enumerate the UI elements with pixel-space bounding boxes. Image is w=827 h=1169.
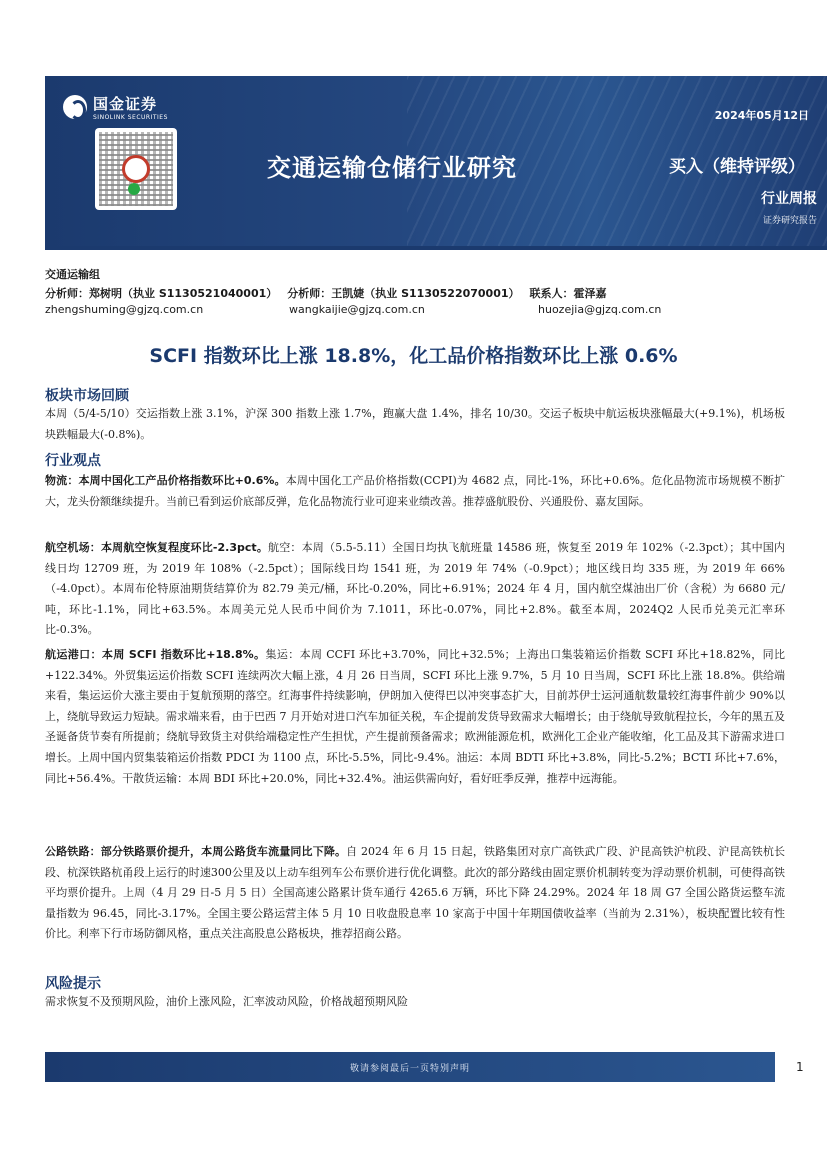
shipping-paragraph bbox=[45, 645, 785, 789]
section-title-risk: 风险提示 bbox=[45, 976, 101, 992]
header-divider bbox=[45, 246, 827, 250]
logistics-lead: 物流：本周中国化工产品价格指数环比+0.6%。 bbox=[45, 474, 286, 487]
page-number: 1 bbox=[796, 1060, 804, 1074]
email-link-1[interactable]: zhengshuming@gjzq.com.cn bbox=[45, 303, 204, 316]
research-team: 交通运输组 bbox=[45, 268, 100, 281]
report-header-banner bbox=[45, 76, 827, 246]
email-link-3[interactable]: huozejia@gjzq.com.cn bbox=[538, 303, 662, 316]
aviation-lead: 航空机场：本周航空恢复程度环比-2.3pct。 bbox=[45, 541, 269, 554]
road-rail-lead: 公路铁路：部分铁路票价提升，本周公路货车流量同比下降。 bbox=[45, 845, 347, 858]
logistics-body: 本周中国化工产品价格指数(CCPI)为 4682 点，同比-1%，环比+0.6%。危化品物流市场规模不断扩大，龙头份额继续提升。当前已看到运价底部反弹，危化品物流行业可迎来业绩改善。推荐盛航股份、兴通股份、嘉友国际。 bbox=[45, 474, 785, 508]
risk-text: 需求恢复不及预期风险，油价上涨风险，汇率波动风险，价格战超预期风险 bbox=[45, 995, 408, 1008]
section-title-market: 板块市场回顾 bbox=[45, 388, 129, 404]
analyst-1: 分析师：郑树明（执业 S1130521040001） bbox=[45, 287, 278, 300]
company-logo bbox=[63, 93, 168, 121]
road-rail-body: 自 2024 年 6 月 15 日起，铁路集团对京广高铁武广段、沪昆高铁沪杭段、沪昆高铁杭长段、杭深铁路杭甬段上运行的时速300公里及以上动车组列车公布票价进行优化调整。此次的部分路线由固定票价机制转变为浮动票价机制，可使得高铁平均票价提升。上周（4 月 29 日-5 月 5 日）全国高速公路累计货车通行 4265.6 万辆，环比下降 24.29%。2024 年 18 周 G7 全国公路货运整车流量指数为 96.45，同比-3.17%。全国主要公路运营主体 5 月 10 日收盘股息率 10 家高于中国十年期国债收益率（当前为 2.31%），板块配置比较有性价比。利率下行市场防御风格，重点关注高股息公路板块，推荐招商公路。 bbox=[45, 845, 786, 941]
aviation-body: 航空：本周（5.5-5.11）全国日均执飞航班量 14586 班，恢复至 2019 年 102%（-2.3pct）；其中国内线日均 12709 班，为 2019 年 108%（-2.5pct）；国际线日均 1541 班，为 2019 年 74%（-0.9pct）；地区线日均 335 班，为 2019 年 66%（-4.0pct）。本周布伦特原油期货结算价为 82.79 美元/桶，环比-0.20%，同比+6.91%；2024 年 4 月，国内航空煤油出厂价（含税）为 6680 元/吨，环比-1.1%，同比+63.5%。本周美元兑人民币中间价为 7.1011，环比-0.07%，同比+2.8%。截至本周，2024Q2 人民币兑美元汇率环比-0.3%。 bbox=[45, 541, 785, 637]
disclaimer-notice: 敬请参阅最后一页特别声明 bbox=[349, 1064, 470, 1074]
logo-name-cn: 国金证券 bbox=[93, 95, 158, 113]
rating-badge: 买入（维持评级） bbox=[669, 157, 805, 177]
report-headline: SCFI 指数环比上涨 18.8%，化工品价格指数环比上涨 0.6% bbox=[149, 345, 678, 367]
qr-code-icon bbox=[95, 128, 177, 210]
report-subtitle: 证券研究报告 bbox=[762, 216, 817, 226]
logo-name-en: SINOLINK SECURITIES bbox=[93, 114, 168, 121]
market-review-text: 本周（5/4-5/10）交运指数上涨 3.1%，沪深 300 指数上涨 1.7%，跑赢大盘 1.4%，排名 10/30。交运子板块中航运板块涨幅最大(+9.1%)，机场板块跌幅最大(-0.8%)。 bbox=[45, 407, 785, 441]
contact-person: 联系人：霍泽嘉 bbox=[529, 287, 607, 300]
footer-bar bbox=[45, 1052, 775, 1082]
logistics-paragraph bbox=[45, 471, 785, 512]
logo-mark-icon bbox=[63, 95, 87, 119]
email-link-2[interactable]: wangkaijie@gjzq.com.cn bbox=[289, 303, 425, 316]
aviation-paragraph bbox=[45, 538, 785, 641]
analyst-2: 分析师：王凯婕（执业 S1130522070001） bbox=[287, 287, 520, 300]
report-title: 交通运输仓储行业研究 bbox=[267, 154, 517, 182]
section-title-views: 行业观点 bbox=[45, 453, 101, 469]
shipping-lead: 航运港口：本周 SCFI 指数环比+18.8%。 bbox=[45, 648, 266, 661]
road-rail-paragraph bbox=[45, 842, 785, 945]
analyst-list bbox=[45, 285, 725, 301]
report-type: 行业周报 bbox=[761, 191, 817, 207]
shipping-body: 集运：本周 CCFI 环比+3.70%，同比+32.5%；上海出口集装箱运价指数 SCFI 环比+18.82%，同比+122.34%。外贸集运运价指数 SCFI 连续两次大幅上涨，4 月 26 日当周，SCFI 环比上涨 9.7%，5 月 10 日当周，SCFI 环比上涨 18.8%。供给端来看，集运运价大涨主要由于复航预期的落空。红海事件持续影响，伊朗加入使得巴以冲突事态扩大，目前苏伊士运河通航数量较红海事件前少 90%以上，绕航导致运力短缺。需求端来看，由于巴西 7 月开始对进口汽车加征关税，车企提前发货导致需求大幅增长；由于绕航导致航程拉长，今年的黑五及圣诞备货节奏有所提前；绕航导致货主对供给端稳定性产生担忧，产生提前预备需求；欧洲能源危机，欧洲化工企业产能收缩，化工品及其下游需求进口增长。上周中国内贸集装箱运价指数 PDCI 为 1100 点，环比-5.5%，同比-9.4%。油运：本周 BDTI 环比+3.8%，同比-5.2%；BCTI 环比+7.6%，同比+56.4%。干散货运输：本周 BDI 环比+20.0%，同比+32.4%。油运供需向好，看好旺季反弹，推荐中远海能。 bbox=[45, 648, 785, 785]
report-date: 2024年05月12日 bbox=[714, 109, 809, 122]
